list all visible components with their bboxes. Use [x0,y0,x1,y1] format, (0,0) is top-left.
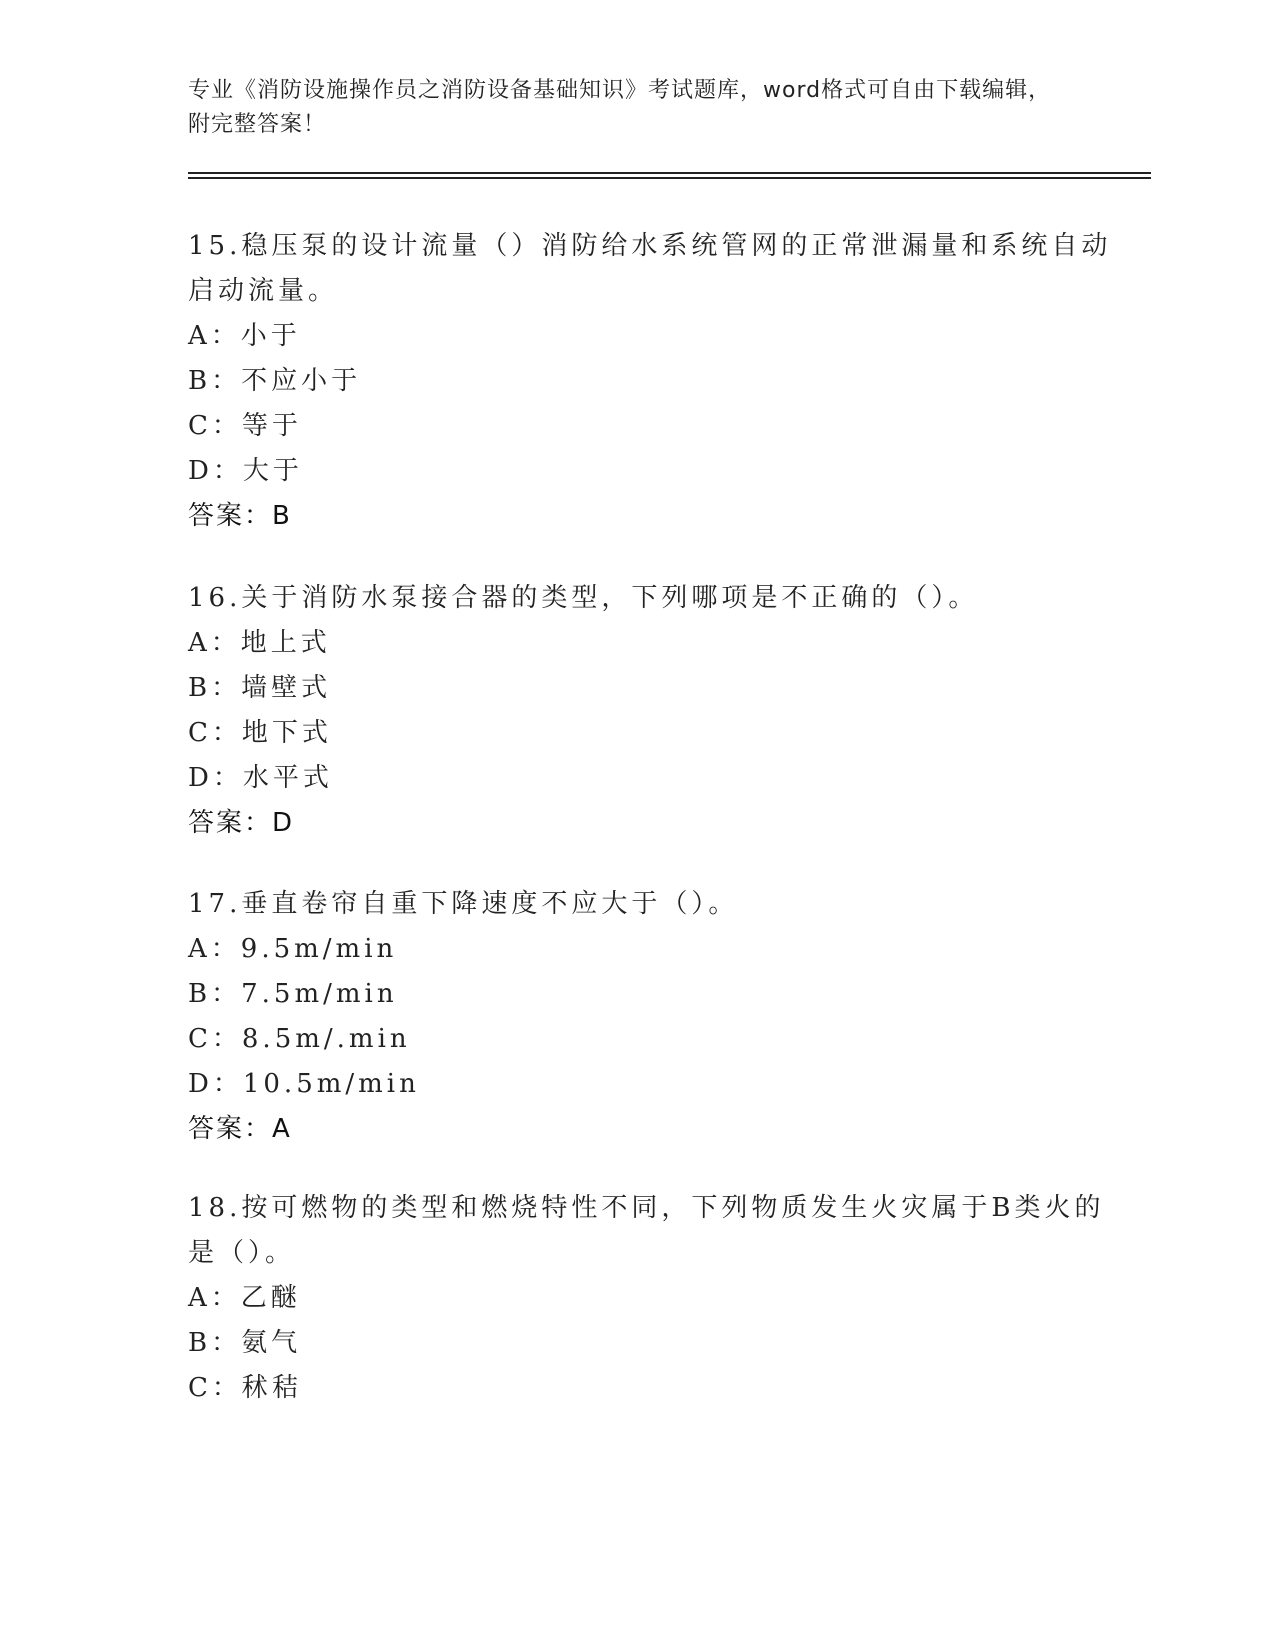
option-b: B：不应小于 [188,366,362,396]
option-c: C：地下式 [188,718,332,748]
option-a: A：乙醚 [188,1283,301,1313]
answer-label: 答案：B [188,501,292,531]
option-a: A：9.5m/min [188,934,398,964]
option-a: A：地上式 [188,628,331,658]
question-18 [188,1186,1105,1411]
option-c: C：8.5m/.min [188,1024,411,1054]
question-stem: 16.关于消防水泵接合器的类型，下列哪项是不正确的（）。 [188,583,979,613]
question-stem: 17.垂直卷帘自重下降速度不应大于（）。 [188,889,739,919]
option-a: A：小于 [188,321,301,351]
answer-label: 答案：D [188,808,295,838]
header-divider-bottom [188,177,1151,179]
option-d: D：水平式 [188,763,333,793]
option-b: B：墙壁式 [188,673,332,703]
question-stem-continued: 启动流量。 [188,276,339,306]
answer-label: 答案：A [188,1114,292,1144]
question-15 [188,224,1112,539]
question-stem: 15.稳压泵的设计流量（）消防给水系统管网的正常泄漏量和系统自动 [188,231,1112,261]
option-d: D：大于 [188,456,303,486]
header-divider-top [188,172,1151,174]
option-b: B：7.5m/min [188,979,398,1009]
document-intro: 专业《消防设施操作员之消防设备基础知识》考试题库，word格式可自由下载编辑，附完整答案！ [188,78,1052,137]
question-stem-continued: 是（）。 [188,1238,296,1268]
question-17 [188,882,1088,1152]
question-16 [188,576,1088,846]
option-d: D：10.5m/min [188,1069,420,1099]
option-b: B：氨气 [188,1328,302,1358]
question-stem: 18.按可燃物的类型和燃烧特性不同，下列物质发生火灾属于B类火的 [188,1193,1105,1223]
option-c: C：等于 [188,411,302,441]
option-c: C：秫秸 [188,1373,302,1403]
